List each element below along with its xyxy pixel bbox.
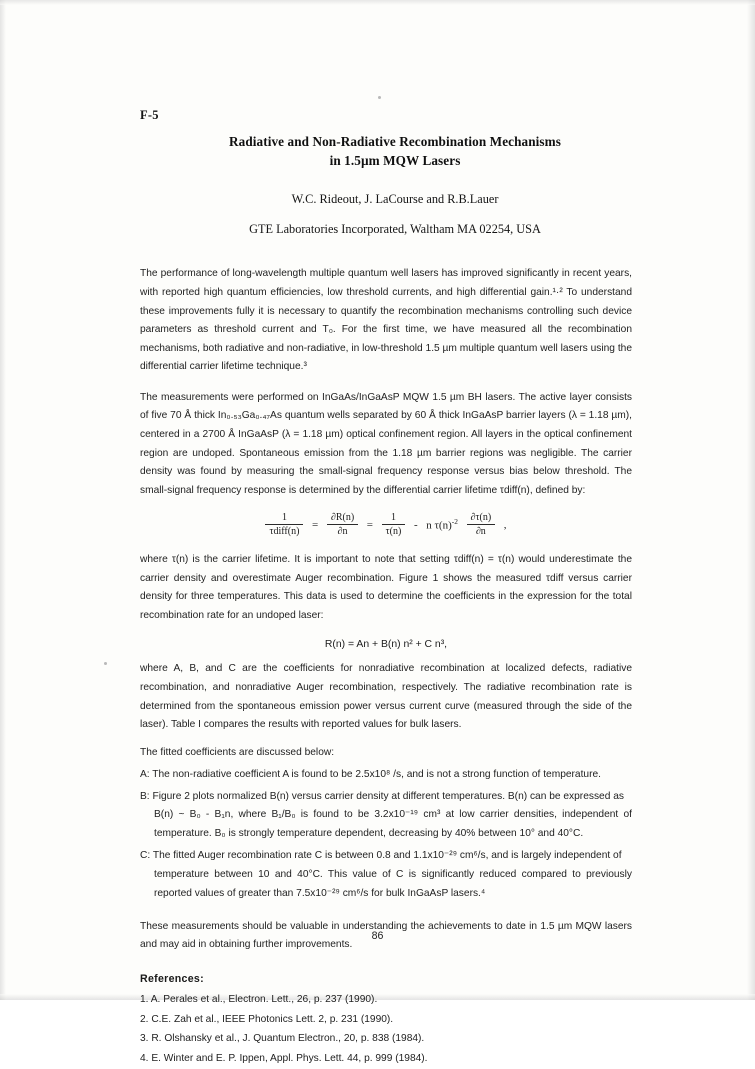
fitted-coefficients-lead: The fitted coefficients are discussed below: <box>140 746 335 758</box>
page-number: 86 <box>371 930 384 942</box>
page-edge-shadow-left <box>0 0 6 1000</box>
paragraph-carrier-lifetime: where τ(n) is the carrier lifetime. It is important to note that setting τdiff(n) = τ(n) would underestimate the carrier density and overestimate Auger recombination. Figure 1 shows the measured τdiff versus carrier density for three temperatures. This data is used to determine the coefficients in the expression for the total recombination rate for an undoped laser: <box>140 554 632 621</box>
paragraph-conclusion: These measurements should be valuable in understanding the achievements to date in 1.5 µm MQW lasers and may aid in obtaining further improvements. <box>140 920 632 951</box>
eq1-minus-sign: - <box>413 518 418 531</box>
eq1-lhs-fraction <box>265 512 303 537</box>
coefficient-item-c <box>140 847 632 904</box>
page-edge-shadow-top <box>0 0 755 5</box>
title-line-1: Radiative and Non-Radiative Recombination Mechanisms <box>229 134 561 149</box>
eq1-term4-numerator: ∂τ(n) <box>467 512 496 525</box>
scan-speck <box>104 662 107 665</box>
eq1-trailing-comma: , <box>503 518 507 531</box>
eq1-lhs-numerator: 1 <box>265 512 303 525</box>
scan-speck <box>378 96 381 99</box>
reference-item: 1. A. Perales et al., Electron. Lett., 26, p. 237 (1990). <box>140 993 378 1005</box>
page-title <box>140 133 632 170</box>
references-heading: References: <box>140 972 204 985</box>
eq1-term3-base: n τ(n) <box>426 520 452 533</box>
equation-differential-lifetime <box>140 512 632 537</box>
reference-item: 2. C.E. Zah et al., IEEE Photonics Lett. 2, p. 231 (1990). <box>140 1013 394 1025</box>
eq1-term1-fraction <box>327 512 358 537</box>
equation-recombination-rate: R(n) = An + B(n) n² + C n³, <box>324 639 448 651</box>
coefficient-b-label: B: <box>140 790 150 802</box>
coefficient-c-label: C: <box>140 850 151 862</box>
coefficient-item-b <box>140 788 632 845</box>
eq1-term3-exponent: -2 <box>451 517 458 527</box>
session-id: F-5 <box>140 108 159 122</box>
coefficient-a-text: The non-radiative coefficient A is found to be 2.5x10⁸ /s, and is not a strong function of temperature. <box>152 768 601 780</box>
reference-item: 4. E. Winter and E. P. Ippen, Appl. Phys. Lett. 44, p. 999 (1984). <box>140 1052 428 1064</box>
reference-item: 3. R. Olshansky et al., J. Quantum Electron., 20, p. 838 (1984). <box>140 1033 425 1045</box>
eq1-term1-numerator: ∂R(n) <box>327 512 358 525</box>
eq1-term1-denominator: ∂n <box>337 526 348 538</box>
paragraph-measurements: The measurements were performed on InGaAs/InGaAsP MQW 1.5 µm BH lasers. The active layer consists of five 70 Å thick In₀.₅₃Ga₀.₄₇As quantum wells separated by 60 Å thick InGaAsP barrier layers (λ = 1.18 µm), centered in a 2700 Å InGaAsP (λ = 1.18 µm) optical confinement region. All layers in the optical confinement region are undoped. Spontaneous emission from the 1.18 µm barrier regions was negligible. The carrier density was found by measuring the small-signal frequency response versus bias below threshold. The small-signal frequency response is determined by the differential carrier lifetime τdiff(n), defined by: <box>140 391 632 496</box>
coefficient-b-line1: Figure 2 plots normalized B(n) versus carrier density at different temperatures. B(n) can be expressed as <box>152 790 624 802</box>
coefficient-c-line1: The fitted Auger recombination rate C is between 0.8 and 1.1x10⁻²⁹ cm⁶/s, and is largely independent of <box>152 850 622 862</box>
coefficient-a-label: A: <box>140 768 150 780</box>
eq1-term2-numerator: 1 <box>382 512 406 525</box>
eq1-term4-fraction <box>467 512 496 537</box>
paragraph-coefficients-definition: where A, B, and C are the coefficients for nonradiative recombination at localized defects, radiative recombination, and nonradiative Auger recombination, respectively. The radiative recombination rate is determined from the spontaneous emission power versus current curve (measured through the side of the laser). Table I compares the results with reported values for bulk lasers. <box>140 663 632 731</box>
affiliation: GTE Laboratories Incorporated, Waltham MA 02254, USA <box>249 222 541 237</box>
coefficient-b-line2: B(n) ~ B₀ - B₁n, where B₁/B₀ is found to be 3.2x10⁻¹⁹ cm³ at low carrier densities, independent of temperature. B₀ is strongly temperature dependent, decreasing by 40% between 10° and 40°C. <box>154 809 632 840</box>
paragraph-introduction: The performance of long-wavelength multiple quantum well lasers has improved significantly in recent years, with reported high quantum efficiencies, low threshold currents, and high differential gain.¹·² To understand these improvements fully it is necessary to quantify the recombination mechanisms controlling such device parameters as threshold current and T₀. For the first time, we have measured all the recombination mechanisms, both radiative and non-radiative, in low-threshold 1.5 µm multiple quantum well lasers using the differential carrier lifetime technique.³ <box>140 268 632 373</box>
eq1-equals-1: = <box>312 518 319 531</box>
eq1-equals-2: = <box>366 518 373 531</box>
author-list: W.C. Rideout, J. LaCourse and R.B.Lauer <box>291 192 499 207</box>
eq1-term4-denominator: ∂n <box>475 526 486 538</box>
coefficient-c-first-line <box>140 847 632 866</box>
coefficient-b-first-line <box>140 788 632 807</box>
coefficient-item-a <box>140 766 632 785</box>
page-edge-shadow-right <box>747 0 755 1000</box>
eq1-term3 <box>426 517 458 532</box>
eq1-lhs-denominator: τdiff(n) <box>269 526 300 538</box>
title-line-2: in 1.5µm MQW Lasers <box>329 152 461 168</box>
eq1-term2-denominator: τ(n) <box>385 526 402 538</box>
eq1-term2-fraction <box>382 512 406 537</box>
paper-content <box>140 108 632 1069</box>
coefficient-c-line2: temperature between 10 and 40°C. This value of C is significantly reduced compared to previously reported values of greater than 7.5x10⁻²⁹ cm⁶/s for bulk InGaAsP lasers.⁴ <box>154 869 632 899</box>
